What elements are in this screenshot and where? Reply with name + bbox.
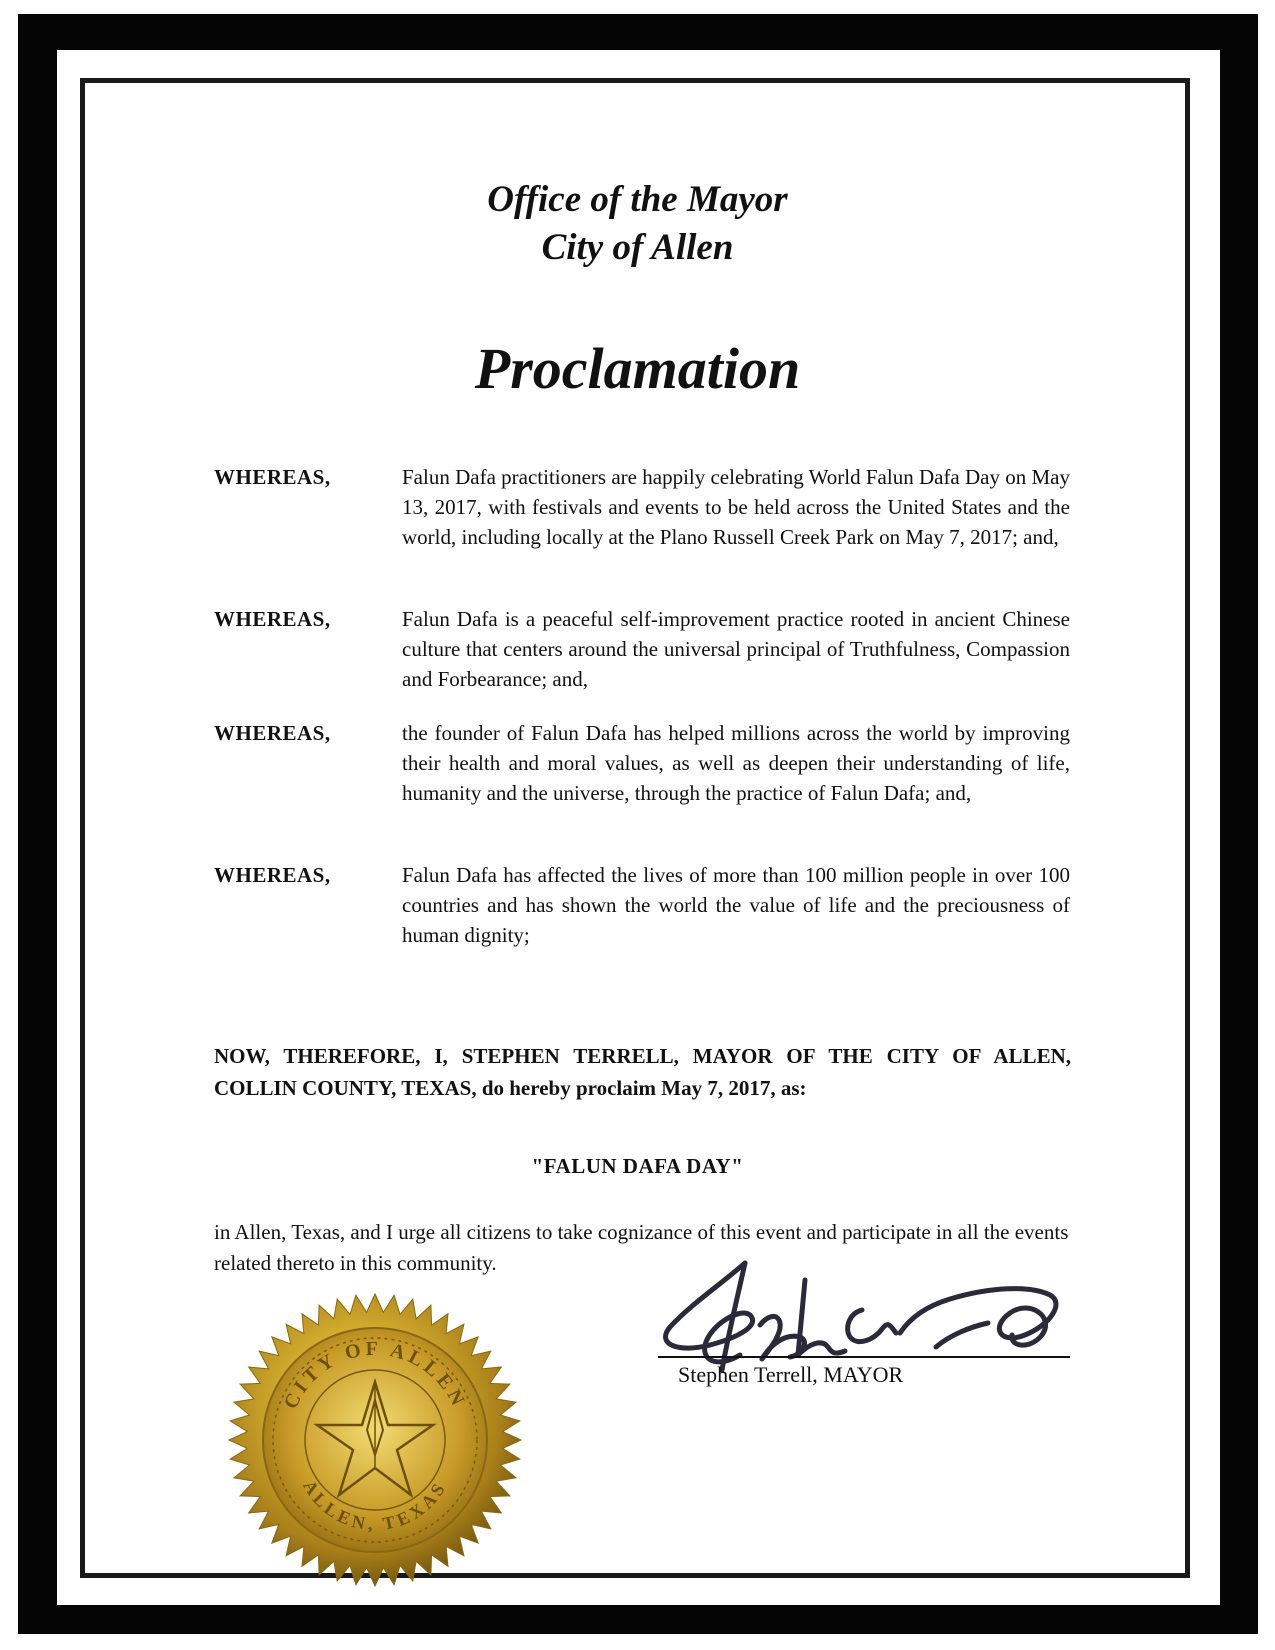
signature-line: [658, 1356, 1070, 1358]
therefore-paragraph: [214, 1040, 1071, 1104]
closing-paragraph: in Allen, Texas, and I urge all citizens to take cognizance of this event and participate in all the events related thereto in this community.: [214, 1220, 1069, 1275]
whereas-label: WHEREAS,: [214, 721, 331, 745]
city-heading: City of Allen: [541, 227, 734, 268]
signer-name: Stephen Terrell, MAYOR: [678, 1362, 904, 1387]
whereas-label: WHEREAS,: [214, 465, 331, 489]
whereas-label: WHEREAS,: [214, 863, 331, 887]
proclamation-title: Proclamation: [474, 336, 801, 401]
whereas-text: the founder of Falun Dafa has helped millions across the world by improving their health and moral values, as well as deepen their understanding of life, humanity and the universe, through the practice of Falun Dafa; and,: [402, 721, 1070, 805]
therefore-caps: NOW, THEREFORE, I, STEPHEN TERRELL, MAYOR OF THE CITY OF ALLEN, COLLIN COUNTY, TEXAS,: [214, 1044, 1071, 1100]
proclaimed-day: "FALUN DAFA DAY": [531, 1154, 744, 1178]
whereas-text: Falun Dafa is a peaceful self-improvement practice rooted in ancient Chinese culture that centers around the universal principal of Truthfulness, Compassion and Forbearance; and,: [402, 607, 1070, 691]
office-heading: Office of the Mayor: [487, 179, 788, 220]
whereas-text: Falun Dafa practitioners are happily celebrating World Falun Dafa Day on May 13, 2017, with festivals and events to be held across the United States and the world, including locally at the Plano Russell Creek Park on May 7, 2017; and,: [402, 465, 1070, 549]
seal-bottom-text: ALLEN, TEXAS: [299, 1476, 451, 1535]
seal-top-text: CITY OF ALLEN: [279, 1337, 471, 1413]
gold-seal-icon: [225, 1290, 525, 1590]
therefore-rest: do hereby proclaim May 7, 2017, as:: [476, 1076, 807, 1100]
whereas-text: Falun Dafa has affected the lives of more than 100 million people in over 100 countries and has shown the world the value of life and the preciousness of human dignity;: [402, 863, 1070, 947]
whereas-label: WHEREAS,: [214, 607, 331, 631]
